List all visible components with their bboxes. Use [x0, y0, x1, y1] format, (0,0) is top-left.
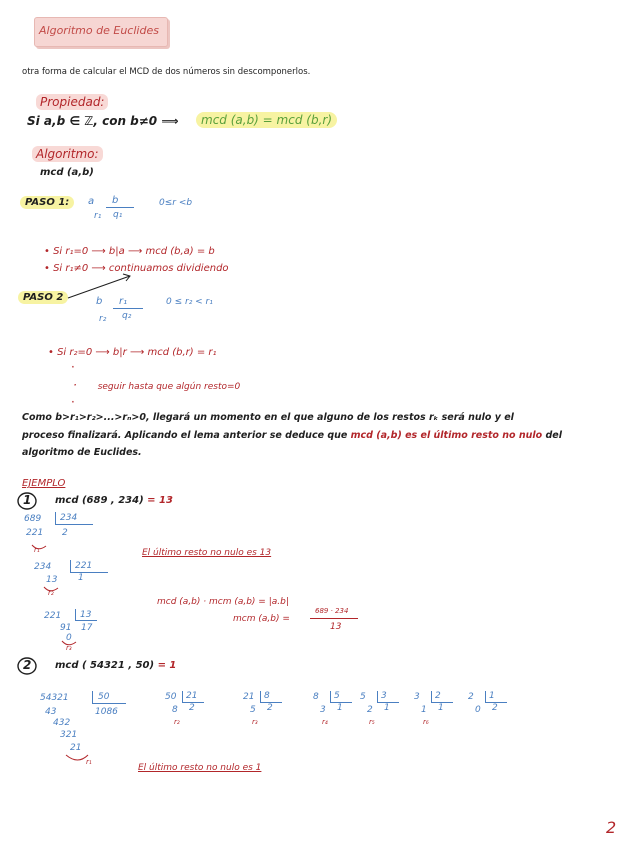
ex1-div1-quot: 2 [62, 528, 68, 538]
ex1-div2-line [70, 572, 108, 573]
ex2-expr [55, 660, 176, 671]
ex2-div-vline [182, 691, 183, 702]
conclusion-line1: Como b>r₁>r₂>...>rₙ>0, llegará un momento en el que alguno de los restos rₖ será nulo y el [22, 412, 514, 423]
paso1-rest: r₁ [94, 211, 102, 221]
conclusion-highlight: mcd (a,b) es el último resto no nulo [350, 430, 543, 441]
ex2-main-rest: 21 [70, 743, 82, 753]
ex2-main-r2: 432 [53, 718, 71, 728]
paso1-bullet2: • Si r₁≠0 ⟶ continuamos dividiendo [44, 263, 229, 274]
paso1-divisor: b [112, 195, 119, 206]
ex2-div-rlabel: r₅ [369, 718, 375, 726]
ex2-div-rlabel: r₄ [322, 718, 328, 726]
paso2-arrow-line [68, 276, 130, 298]
ex2-div-dividend: 5 [360, 692, 366, 702]
ex2-div-rest: 8 [172, 705, 178, 715]
ex1-div1-rlabel: r₁ [34, 546, 40, 554]
ex1-div1-line [55, 524, 93, 525]
ex2-div-divisor: 2 [435, 691, 441, 701]
ex2-div-quot: 2 [492, 703, 498, 713]
paso2-dividend: b [96, 296, 103, 307]
ex1-div3-quot: 17 [81, 623, 93, 633]
intro-text: otra forma de calcular el MCD de dos números sin descomponerlos. [22, 67, 311, 77]
ex2-main-rlabel: r₁ [86, 758, 92, 766]
ex1-note: El último resto no nulo es 13 [142, 548, 272, 558]
ex2-div-rlabel: r₂ [174, 718, 180, 726]
ex1-div3-rest1: 91 [60, 623, 72, 633]
ex1-div3-rest: 0 [66, 633, 72, 643]
page-title: Algoritmo de Euclides [39, 24, 159, 37]
ex2-div-vline [330, 691, 331, 702]
propiedad-label-text: Propiedad: [36, 94, 108, 110]
conclusion-line2 [22, 430, 562, 441]
paso2-rest: r₂ [99, 314, 107, 324]
ex1-div3-line [75, 620, 97, 621]
ex1-expr [55, 495, 173, 506]
paso1-dividend: a [88, 196, 95, 207]
ex2-number: 2 [23, 658, 32, 672]
ex2-div-quot: 1 [438, 703, 444, 713]
paso2-cond: 0 ≤ r₂ < r₁ [166, 297, 213, 307]
ex1-div1-divisor: 234 [60, 513, 78, 523]
ex1-result: = 13 [147, 495, 173, 506]
ex2-div-dividend: 8 [313, 692, 319, 702]
ex2-div-rest: 0 [475, 705, 481, 715]
ex2-div-rest: 3 [320, 705, 326, 715]
ex1-frac-den: 13 [330, 622, 342, 632]
ex2-div-divisor: 3 [381, 691, 387, 701]
ex2-div-dividend: 3 [414, 692, 420, 702]
paso2-bullet1: • Si r₂=0 ⟶ b|r ⟶ mcd (b,r) = r₁ [48, 347, 217, 358]
ex2-div-vline [260, 691, 261, 702]
ex2-div-quot: 1 [384, 703, 390, 713]
ex2-main-r3: 321 [60, 730, 78, 740]
ex1-div1-dividend: 689 [24, 514, 42, 524]
ex2-div-divisor: 5 [334, 691, 340, 701]
paso2-dot1: · [71, 360, 75, 374]
conclusion-line2c: del [542, 430, 562, 441]
ex1-frac-line [310, 618, 358, 619]
ex2-main-dividend: 54321 [40, 693, 69, 703]
ex2-main-line [92, 703, 126, 704]
ex1-div1-rest: 221 [26, 528, 44, 538]
ex1-div3-vline [75, 609, 76, 620]
ex1-div2-dividend: 234 [34, 562, 52, 572]
ex2-div-rlabel: r₆ [423, 718, 429, 726]
ex1-mcm2: mcm (a,b) = [233, 614, 290, 624]
ex2-div-vline [377, 691, 378, 702]
paso1-cond: 0≤r <b [159, 198, 193, 208]
ex1-number: 1 [23, 493, 32, 507]
ex2-div-rlabel: r₃ [252, 718, 258, 726]
ex2-main-quot: 1086 [95, 707, 118, 717]
ex1-div2-rest: 13 [46, 575, 58, 585]
ex2-div-rest: 1 [421, 705, 427, 715]
ex2-div-dividend: 2 [468, 692, 474, 702]
paso1-quot: q₁ [113, 210, 123, 220]
paso2-dot2: · [73, 378, 77, 392]
ex2-div-quot: 2 [267, 703, 273, 713]
ex2-main-vline [92, 691, 93, 703]
ex2-div-divisor: 8 [264, 691, 270, 701]
paso2-dot3: · [71, 395, 75, 409]
ex1-div2-quot: 1 [78, 573, 84, 583]
ex2-main-divisor: 50 [98, 692, 110, 702]
ex2-r1-curve [66, 755, 88, 760]
ex2-div-rest: 2 [367, 705, 373, 715]
ex2-note: El último resto no nulo es 1 [138, 763, 262, 773]
ex1-div3-rlabel: r₃ [66, 644, 72, 652]
ejemplo-label: EJEMPLO [22, 478, 66, 489]
ex2-result: = 1 [157, 660, 177, 671]
ex2-div-vline [431, 691, 432, 702]
paso2-label-text: PASO 2 [18, 291, 68, 304]
ex1-div2-divisor: 221 [75, 561, 93, 571]
paso2-bullet2-text: seguir hasta que algún resto=0 [97, 382, 241, 392]
conclusion-line2a: proceso finalizará. Aplicando el lema anterior se deduce que [22, 430, 351, 441]
paso2-divisor: r₁ [119, 296, 128, 307]
propiedad-statement: Si a,b ∈ ℤ, con b≠0 ⟹ [27, 114, 179, 128]
ex1-div3-divisor: 13 [80, 610, 92, 620]
ex1-mcm: mcd (a,b) · mcm (a,b) = |a.b| [157, 597, 289, 607]
conclusion-line3: algoritmo de Euclides. [22, 447, 142, 458]
ex2-div-divisor: 21 [186, 691, 198, 701]
paso2-quot: q₂ [122, 311, 132, 321]
ex1-div2-rlabel: r₂ [48, 589, 54, 597]
ex1-div3-dividend: 221 [44, 611, 62, 621]
ex2-div-quot: 1 [337, 703, 343, 713]
ex2-div-rest: 5 [250, 705, 256, 715]
ex1-div2-vline [70, 560, 71, 572]
ex2-div-vline [485, 691, 486, 702]
algoritmo-expr: mcd (a,b) [40, 167, 94, 178]
ex1-expr-text: mcd (689 , 234) [55, 495, 148, 506]
algoritmo-label-text: Algoritmo: [32, 146, 103, 162]
ex2-expr-text: mcd ( 54321 , 50) [55, 660, 158, 671]
page-number: 2 [606, 818, 617, 837]
ex2-div-quot: 2 [189, 703, 195, 713]
paso1-label-text: PASO 1: [20, 196, 74, 209]
paso1-bullet1: • Si r₁=0 ⟶ b|a ⟶ mcd (b,a) = b [44, 246, 215, 257]
ex2-div-dividend: 21 [243, 692, 255, 702]
ex1-div1-vline [55, 512, 56, 524]
ex2-main-r1: 43 [45, 707, 57, 717]
ex2-div-dividend: 50 [165, 692, 177, 702]
ex2-div-divisor: 1 [489, 691, 495, 701]
propiedad-result-text: mcd (a,b) = mcd (b,r) [196, 112, 337, 128]
ex1-frac-num: 689 · 234 [315, 607, 349, 615]
